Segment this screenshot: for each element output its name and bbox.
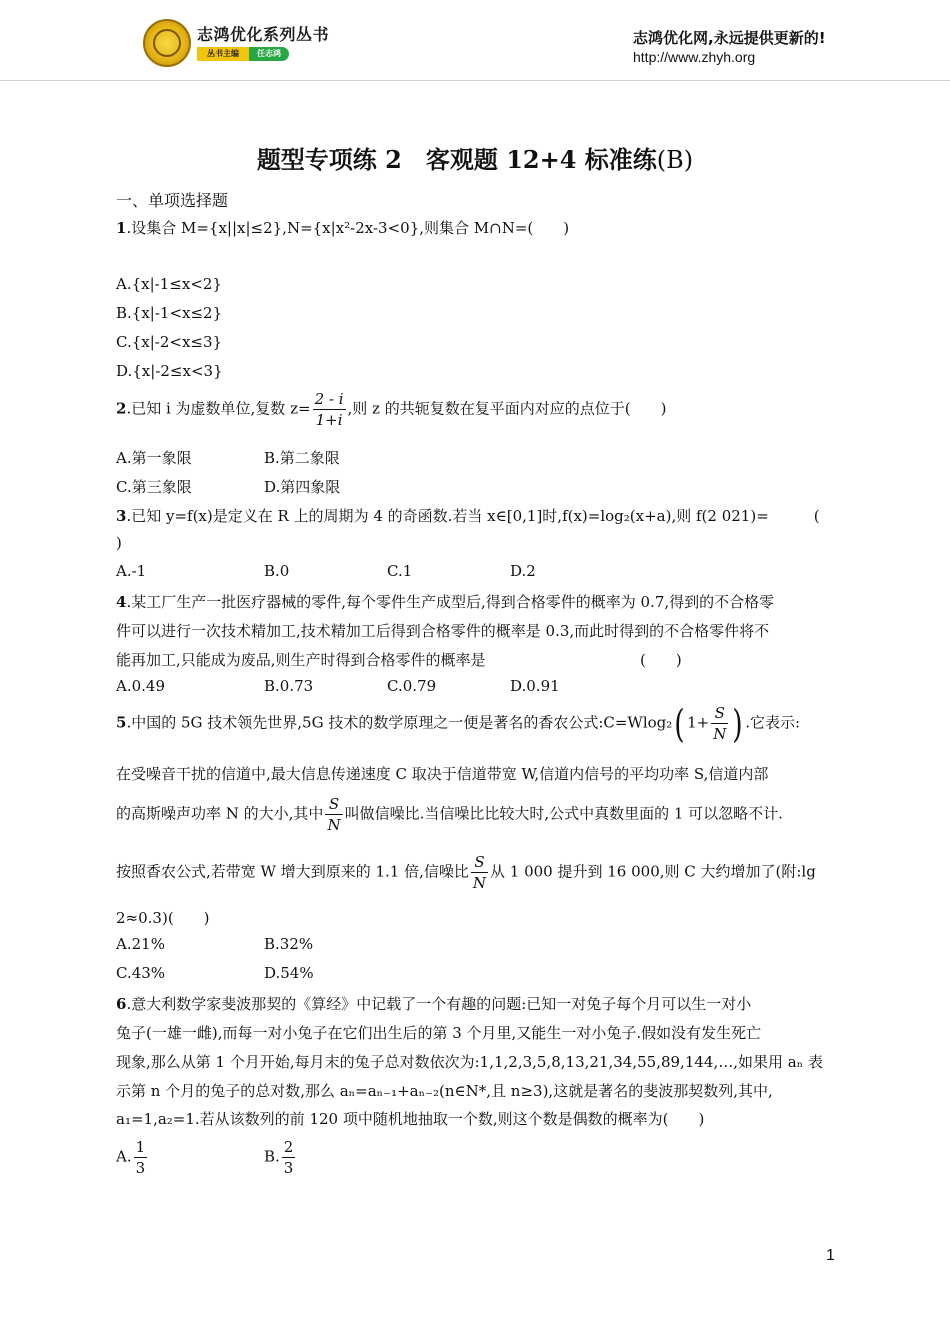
q2-number: 2 bbox=[116, 399, 127, 418]
editor-label-tag: 丛书主编 bbox=[197, 47, 249, 61]
q1-stem bbox=[116, 217, 569, 238]
left-paren-icon: ( bbox=[674, 701, 685, 746]
q5-text-3-post: 叫做信噪比.当信噪比比较大时,公式中真数里面的 1 可以忽略不计. bbox=[344, 804, 783, 823]
q6-option-b bbox=[264, 1137, 297, 1178]
q5-option-b: B.32% bbox=[264, 935, 314, 953]
q4-option-c: C.0.79 bbox=[387, 677, 437, 695]
page-title bbox=[0, 140, 950, 175]
q6-line-4: 示第 n 个月的兔子的总对数,那么 aₙ=aₙ₋₁+aₙ₋₂(n∈N*,且 n≥3),这就是著名的斐波那契数列,其中, bbox=[116, 1082, 773, 1100]
title-main: 题型专项练 2 客观题 12+4 标准练 bbox=[256, 145, 657, 174]
q1-option-b: B.{x|-1<x≤2} bbox=[116, 304, 223, 322]
q6-option-b-fraction bbox=[282, 1137, 296, 1178]
q3-option-d: D.2 bbox=[510, 562, 536, 580]
q4-option-b: B.0.73 bbox=[264, 677, 314, 695]
q6-b-num: 2 bbox=[283, 1138, 294, 1156]
q3-text: .已知 y=f(x)是定义在 R 上的周期为 4 的奇函数.若当 x∈[0,1]时,f(x)=log₂(x+a),则 f(2 021)= ( bbox=[126, 507, 820, 525]
series-logo-icon bbox=[143, 19, 191, 67]
q4-option-d: D.0.91 bbox=[510, 677, 560, 695]
q5-frac2-s: S bbox=[325, 794, 342, 815]
q5-fraction-2 bbox=[325, 794, 342, 835]
q2-frac-num: 2 - i bbox=[314, 390, 344, 408]
q5-text-3-pre: 的高斯噪声功率 N 的大小,其中 bbox=[116, 804, 324, 823]
q4-option-a: A.0.49 bbox=[116, 677, 165, 695]
q6-line-2: 兔子(一雄一雌),而每一对小兔子在它们出生后的第 3 个月里,又能生一对小兔子.假如没有发生死亡 bbox=[116, 1024, 762, 1042]
q5-line-1 bbox=[116, 703, 800, 744]
q5-frac3-s: S bbox=[471, 852, 488, 873]
q2-frac-den: 1+i bbox=[315, 411, 343, 429]
q1-option-d: D.{x|-2≤x<3} bbox=[116, 362, 223, 380]
q4-text-1: .某工厂生产一批医疗器械的零件,每个零件生产成型后,得到合格零件的概率为 0.7,得到的不合格零 bbox=[126, 593, 775, 611]
section-heading: 一、单项选择题 bbox=[116, 191, 229, 210]
q6-line-1 bbox=[116, 993, 751, 1014]
q4-line-2: 件可以进行一次技术精加工,技术精加工后得到合格零件的概率是 0.3,而此时得到的不合格零件将不 bbox=[116, 622, 770, 640]
q2-option-b: B.第二象限 bbox=[264, 449, 340, 467]
q5-line-4 bbox=[116, 852, 816, 893]
q6-number: 6 bbox=[116, 995, 127, 1013]
q5-option-c: C.43% bbox=[116, 964, 166, 982]
q5-text-1-pre: .中国的 5G 技术领先世界,5G 技术的数学原理之一便是著名的香农公式:C=Wlog₂ bbox=[126, 713, 673, 732]
q6-option-b-label: B. bbox=[264, 1147, 280, 1166]
q2-option-d: D.第四象限 bbox=[264, 478, 341, 496]
q6-option-a-fraction bbox=[134, 1137, 148, 1178]
q3-number: 3 bbox=[116, 507, 127, 525]
q5-fraction-3 bbox=[471, 852, 488, 893]
series-brand: 志鸿优化系列丛书 bbox=[197, 25, 330, 44]
q2-fraction bbox=[313, 389, 346, 430]
q5-frac-s: S bbox=[711, 703, 728, 724]
q1-option-c: C.{x|-2<x≤3} bbox=[116, 333, 223, 351]
q5-frac-n: N bbox=[713, 725, 727, 743]
q3-option-b: B.0 bbox=[264, 562, 290, 580]
q5-option-d: D.54% bbox=[264, 964, 314, 982]
q4-line-3: 能再加工,只能成为废品,则生产时得到合格零件的概率是 bbox=[116, 651, 486, 669]
page-header bbox=[0, 0, 950, 80]
q2-stem bbox=[116, 389, 666, 430]
header-slogan: 志鸿优化网,永远提供更新的! bbox=[633, 29, 826, 47]
header-divider bbox=[0, 80, 950, 81]
q3-option-c: C.1 bbox=[387, 562, 413, 580]
q6-option-a bbox=[116, 1137, 149, 1178]
q5-line-2: 在受噪音干扰的信道中,最大信息传递速度 C 取决于信道带宽 W,信道内信号的平均功率 S,信道内部 bbox=[116, 765, 769, 783]
q1-option-a: A.{x|-1≤x<2} bbox=[116, 275, 222, 293]
q3-stem-cont: ) bbox=[116, 534, 122, 552]
q4-line-1 bbox=[116, 591, 774, 612]
q6-a-den: 3 bbox=[135, 1159, 146, 1177]
q6-text-1: .意大利数学家斐波那契的《算经》中记载了一个有趣的问题:已知一对兔子每个月可以生一对小 bbox=[126, 995, 752, 1013]
right-paren-icon: ) bbox=[732, 701, 743, 746]
header-url-link[interactable]: http://www.zhyh.org bbox=[633, 49, 756, 65]
q6-line-5: a₁=1,a₂=1.若从该数列的前 120 项中随机地抽取一个数,则这个数是偶数的概率为( ) bbox=[116, 1110, 705, 1128]
q6-b-den: 3 bbox=[283, 1159, 294, 1177]
q5-line-5: 2≈0.3)( ) bbox=[116, 909, 210, 927]
q5-fraction-1 bbox=[711, 703, 728, 744]
q5-one-plus: 1+ bbox=[687, 713, 710, 732]
q3-stem bbox=[116, 505, 820, 526]
q1-number: 1 bbox=[116, 219, 127, 237]
q5-number: 5 bbox=[116, 713, 127, 732]
page-number: 1 bbox=[826, 1247, 835, 1264]
q2-text-pre: .已知 i 为虚数单位,复数 z= bbox=[126, 399, 311, 418]
title-suffix: (B) bbox=[656, 146, 694, 174]
q4-number: 4 bbox=[116, 593, 127, 611]
q5-option-a: A.21% bbox=[116, 935, 165, 953]
q1-text: .设集合 M={x||x|≤2},N={x|x²-2x-3<0},则集合 M∩N=( ) bbox=[126, 219, 570, 237]
q2-option-c: C.第三象限 bbox=[116, 478, 192, 496]
q4-answer-paren: ( ) bbox=[640, 651, 682, 669]
q5-text-1-post: .它表示: bbox=[745, 713, 801, 732]
q5-frac2-n: N bbox=[327, 816, 341, 834]
q5-text-4-post: 从 1 000 提升到 16 000,则 C 大约增加了(附:lg bbox=[490, 862, 816, 881]
q6-a-num: 1 bbox=[135, 1138, 146, 1156]
q6-line-3: 现象,那么从第 1 个月开始,每月末的兔子总对数依次为:1,1,2,3,5,8,13,21,34,55,89,144,…,如果用 aₙ 表 bbox=[116, 1053, 823, 1071]
q6-option-a-label: A. bbox=[116, 1147, 132, 1166]
q5-text-4-pre: 按照香农公式,若带宽 W 增大到原来的 1.1 倍,信噪比 bbox=[116, 862, 469, 881]
q3-option-a: A.-1 bbox=[116, 562, 147, 580]
q5-line-3 bbox=[116, 794, 783, 835]
q2-option-a: A.第一象限 bbox=[116, 449, 192, 467]
q2-text-post: ,则 z 的共轭复数在复平面内对应的点位于( ) bbox=[347, 399, 667, 418]
q5-frac3-n: N bbox=[472, 874, 487, 892]
editor-name-tag: 任志鸿 bbox=[249, 47, 289, 61]
